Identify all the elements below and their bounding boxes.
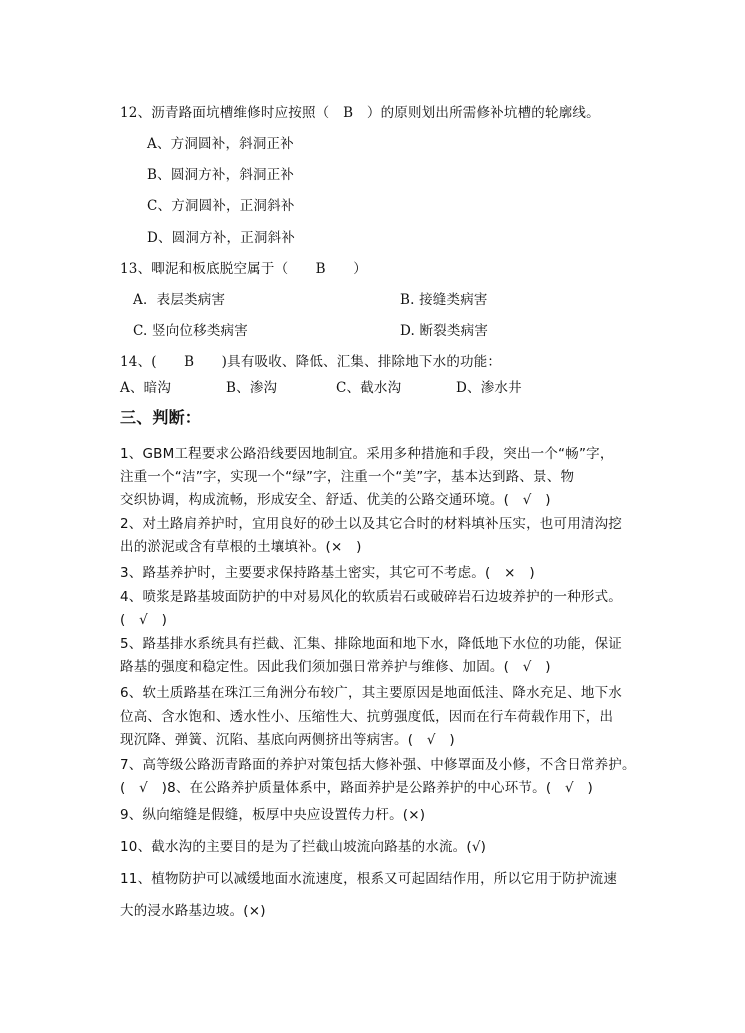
judgment-line: ( √ )8、在公路养护质量体系中，路面养护是公路养护的中心环节。( √ ) [120, 780, 593, 796]
question-13-option-d: D. 断裂类病害 [400, 323, 489, 339]
judgment-line: 7、高等级公路沥青路面的养护对策包括大修补强、中修罩面及小修，不含日常养护。 [120, 757, 636, 773]
question-14-stem: 14、( B )具有吸收、降低、汇集、排除地下水的功能： [120, 354, 502, 370]
question-13-stem: 13、唧泥和板底脱空属于（ B ） [120, 261, 367, 277]
judgment-line: 大的浸水路基边坡。(×) [120, 903, 266, 919]
question-14-option-b: B、渗沟 [226, 380, 278, 396]
section-title: 三、判断： [120, 408, 202, 427]
question-12-option-d: D、圆洞方补，正洞斜补 [147, 230, 296, 246]
judgment-line: 交织协调，构成流畅，形成安全、舒适、优美的公路交通环境。( √ ) [120, 492, 551, 508]
question-14-option-c: C、截水沟 [336, 380, 402, 396]
judgment-line: 现沉降、弹簧、沉陷、基底向两侧挤出等病害。( √ ) [120, 732, 455, 748]
question-12-option-a: A、方洞圆补，斜洞正补 [147, 136, 294, 152]
judgment-line: 5、路基排水系统具有拦截、汇集、排除地面和地下水，降低地下水位的功能，保证 [120, 636, 622, 652]
judgment-line: 注重一个“洁”字，实现一个“绿”字，注重一个“美”字，基本达到路、景、物 [120, 469, 575, 485]
judgment-line: 6、软土质路基在珠江三角洲分布较广，其主要原因是地面低洼、降水充足、地下水 [120, 685, 622, 701]
question-13-option-c: C. 竖向位移类病害 [133, 323, 248, 339]
judgment-line: 位高、含水饱和、透水性小、压缩性大、抗剪强度低，因而在行车荷载作用下，出 [120, 709, 614, 725]
judgment-line: 2、对土路肩养护时，宜用良好的砂土以及其它合时的材料填补压实，也可用清沟挖 [120, 516, 622, 532]
judgment-line: 路基的强度和稳定性。因此我们须加强日常养护与维修、加固。( √ ) [120, 659, 551, 675]
judgment-line: 11、植物防护可以减缓地面水流速度，根系又可起固结作用，所以它用于防护流速 [120, 871, 618, 887]
judgment-line: 3、路基养护时，主要要求保持路基土密实，其它可不考虑。( × ) [120, 565, 535, 581]
judgment-line: 10、截水沟的主要目的是为了拦截山坡流向路基的水流。(√) [120, 839, 487, 855]
judgment-line: 4、喷浆是路基坡面防护的中对易风化的软质岩石或破碎岩石边坡养护的一种形式。 [120, 589, 622, 605]
question-12-stem: 12、沥青路面坑槽维修时应按照（ B ）的原则划出所需修补坑槽的轮廓线。 [120, 105, 600, 121]
question-14-option-d: D、渗水井 [456, 380, 522, 396]
judgment-line: ( √ ) [120, 612, 168, 628]
question-12-option-c: C、方洞圆补，正洞斜补 [147, 198, 295, 214]
question-13-option-a: A．表层类病害 [133, 292, 226, 308]
judgment-line: 出的淤泥或含有草根的土壤填补。(× ) [120, 539, 362, 555]
question-14-option-a: A、暗沟 [120, 380, 172, 396]
judgment-line: 1、GBM工程要求公路沿线要因地制宜。采用多种措施和手段，突出一个“畅”字， [120, 446, 614, 462]
judgment-line: 9、纵向缩缝是假缝，板厚中央应设置传力杆。(×) [120, 807, 426, 823]
question-13-option-b: B. 接缝类病害 [400, 292, 488, 308]
question-12-option-b: B、圆洞方补，斜洞正补 [147, 167, 295, 183]
